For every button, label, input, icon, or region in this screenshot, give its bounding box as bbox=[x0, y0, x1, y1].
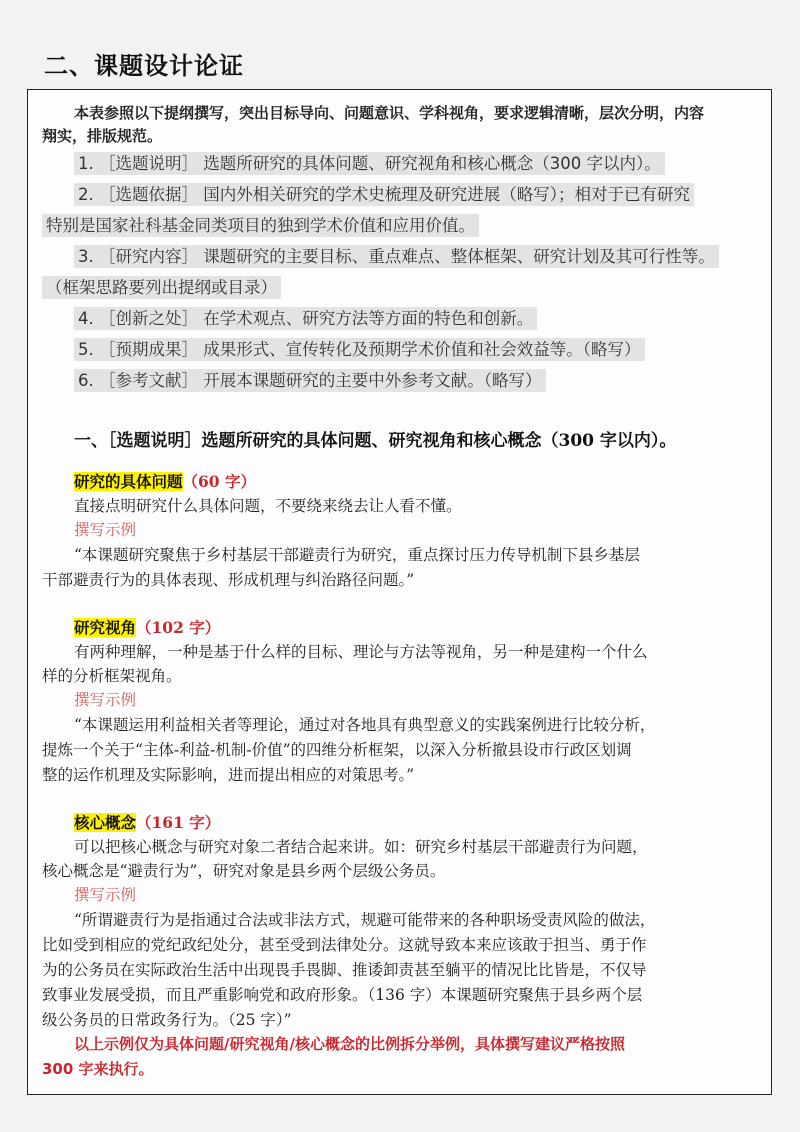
intro-line-2: 翔实，排版规范。 bbox=[42, 127, 163, 145]
guide-tag: ［研究内容］ bbox=[99, 247, 198, 266]
guide-text: 选题所研究的具体问题、研究视角和核心概念（300 字以内）。 bbox=[203, 154, 661, 173]
guide-tag: ［选题依据］ bbox=[99, 185, 198, 204]
guide-item-2-cont bbox=[42, 212, 479, 236]
guide-num: 6. bbox=[78, 371, 94, 390]
guide-text: 成果形式、宣传转化及预期学术价值和社会效益等。（略写） bbox=[203, 340, 641, 359]
example-line: 整的运作机理及实际影响，进而提出相应的对策思考。” bbox=[42, 766, 415, 784]
block-desc-line: 直接点明研究什么具体问题，不要绕来绕去让人看不懂。 bbox=[74, 497, 462, 515]
guide-tag: ［预期成果］ bbox=[99, 340, 198, 359]
block-desc-line: 样的分析框架视角。 bbox=[42, 667, 182, 685]
guide-item-3-cont bbox=[42, 274, 281, 298]
page-heading: 二、课题设计论证 bbox=[44, 52, 244, 80]
block-heading-problem bbox=[74, 470, 256, 492]
guide-item-3 bbox=[74, 243, 719, 267]
block-count: （161 字） bbox=[136, 813, 221, 832]
block-count: （60 字） bbox=[182, 472, 256, 491]
block-heading-concept bbox=[74, 811, 220, 833]
example-line: 提炼一个关于“主体-利益-机制-价值”的四维分析框架，以深入分析撤县设市行政区划调 bbox=[42, 741, 632, 759]
guide-tag: ［参考文献］ bbox=[99, 371, 198, 390]
guide-num: 1. bbox=[78, 154, 94, 173]
guide-num: 3. bbox=[78, 247, 94, 266]
guide-text-cont: （框架思路要列出提纲或目录） bbox=[42, 276, 281, 299]
intro-line-1: 本表参照以下提纲撰写，突出目标导向、问题意识、学科视角，要求逻辑清晰，层次分明，内容 bbox=[74, 104, 705, 122]
guide-item-5 bbox=[74, 336, 645, 360]
block-heading-perspective bbox=[74, 616, 220, 638]
example-label: 撰写示例 bbox=[74, 886, 137, 904]
guide-tag: ［选题说明］ bbox=[99, 154, 198, 173]
example-line: 级公务员的日常政务行为。（25 字）” bbox=[42, 1011, 292, 1029]
example-line: “所谓避责行为是指通过合法或非法方式，规避可能带来的各种职场受责风险的做法， bbox=[74, 911, 656, 929]
guide-text: 开展本课题研究的主要中外参考文献。（略写） bbox=[203, 371, 542, 390]
block-desc-line: 核心概念是“避责行为”，研究对象是县乡两个层级公务员。 bbox=[42, 862, 446, 880]
guide-num: 5. bbox=[78, 340, 94, 359]
guide-item-1 bbox=[74, 150, 665, 174]
example-line: 为的公务员在实际政治生活中出现畏手畏脚、推诿卸责甚至躺平的情况比比皆是，不仅导 bbox=[42, 961, 647, 979]
block-desc-line: 可以把核心概念与研究对象二者结合起来讲。如：研究乡村基层干部避责行为问题， bbox=[74, 838, 648, 856]
guide-text: 课题研究的主要目标、重点难点、整体框架、研究计划及其可行性等。 bbox=[203, 247, 715, 266]
example-line: “本课题研究聚焦于乡村基层干部避责行为研究，重点探讨压力传导机制下县乡基层 bbox=[74, 546, 640, 564]
section-title: 一、［选题说明］选题所研究的具体问题、研究视角和核心概念（300 字以内）。 bbox=[74, 431, 677, 451]
block-label: 研究的具体问题 bbox=[74, 472, 183, 491]
block-label: 研究视角 bbox=[74, 618, 137, 637]
guide-num: 4. bbox=[78, 309, 94, 328]
guide-item-6 bbox=[74, 367, 546, 391]
content-box bbox=[27, 89, 772, 1095]
block-count: （102 字） bbox=[136, 618, 221, 637]
note-line: 以上示例仅为具体问题/研究视角/核心概念的比例拆分举例，具体撰写建议严格按照 bbox=[74, 1035, 625, 1053]
guide-tag: ［创新之处］ bbox=[99, 309, 198, 328]
example-line: 致事业发展受损，而且严重影响党和政府形象。（136 字）本课题研究聚焦于县乡两个层 bbox=[42, 986, 643, 1004]
block-desc-line: 有两种理解，一种是基于什么样的目标、理论与方法等视角，另一种是建构一个什么 bbox=[74, 643, 648, 661]
note-line: 300 字来执行。 bbox=[42, 1060, 154, 1078]
guide-text-cont: 特别是国家社科基金同类项目的独到学术价值和应用价值。 bbox=[42, 214, 479, 237]
guide-num: 2. bbox=[78, 185, 94, 204]
example-label: 撰写示例 bbox=[74, 521, 137, 539]
guide-text: 在学术观点、研究方法等方面的特色和创新。 bbox=[203, 309, 534, 328]
example-label: 撰写示例 bbox=[74, 691, 137, 709]
guide-item-4 bbox=[74, 305, 537, 329]
example-line: “本课题运用利益相关者等理论，通过对各地具有典型意义的实践案例进行比较分析， bbox=[74, 716, 656, 734]
guide-text: 国内外相关研究的学术史梳理及研究进展（略写）；相对于已有研究 bbox=[203, 185, 690, 204]
block-label: 核心概念 bbox=[74, 813, 137, 832]
example-line: 干部避责行为的具体表现、形成机理与纠治路径问题。” bbox=[42, 571, 415, 589]
guide-item-2 bbox=[74, 181, 694, 205]
example-line: 比如受到相应的党纪政纪处分，甚至受到法律处分。这就导致本来应该敢于担当、勇于作 bbox=[42, 936, 647, 954]
